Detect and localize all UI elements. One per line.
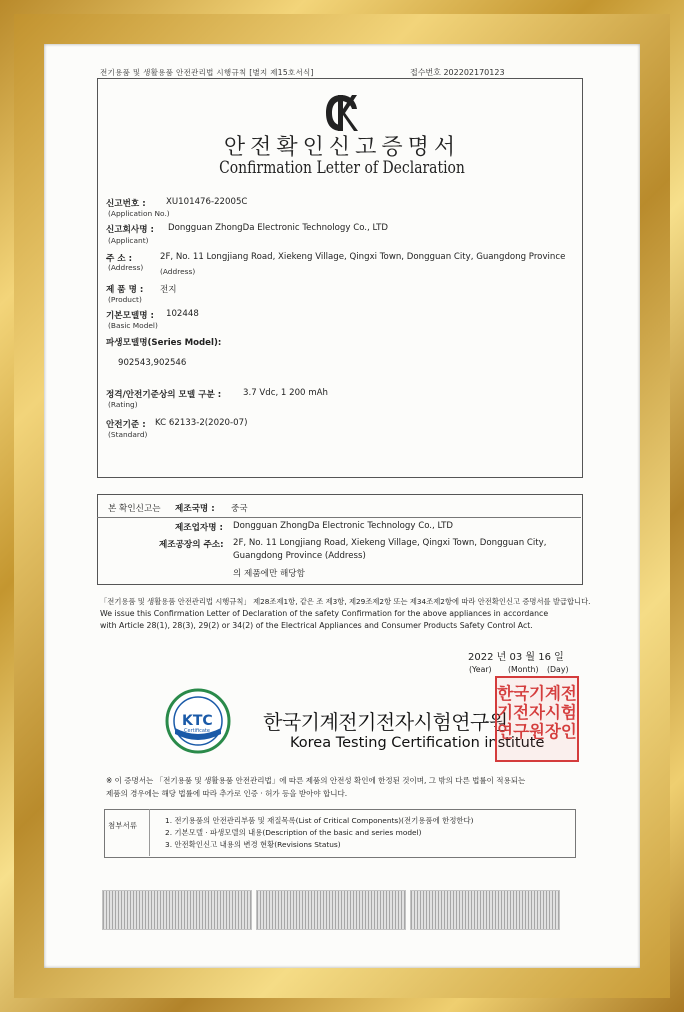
application-en: (Application No.) [108, 209, 170, 218]
attachment-item: 3. 안전확인신고 내용의 변경 현황(Revisions Status) [165, 840, 341, 849]
title-korean: 안전확인신고증명서 [223, 135, 461, 160]
declaration-english-1: We issue this Confirmation Letter of Declaration of the safety Confirmation for the above appliances in accordance [100, 609, 549, 618]
seal-line: 연구원장인 [497, 722, 577, 741]
maker-value: Dongguan ZhongDa Electronic Technology Co., LTD [233, 521, 453, 531]
declaration-korean: 「전기용품 및 생활용품 안전관리법 시행규칙」 제28조제1항, 같은 조 제3항, 제29조제2항 또는 제34조제2항에 따라 안전확인신고 증명서를 발급합니다. [100, 597, 591, 606]
attachments-divider [149, 809, 150, 856]
address-en-2: (Address) [160, 267, 196, 276]
ktc-logo-subtext: Certificate [184, 728, 210, 734]
seal-line: 한국기계전 [497, 684, 577, 703]
receipt-number: 접수번호 202202170123 [410, 68, 505, 77]
factory-line-2: Guangdong Province (Address) [233, 551, 366, 561]
org-name-english: Korea Testing Certification institute [290, 735, 545, 751]
maker-label: 제조업자명 : [175, 523, 223, 533]
ktc-logo-text: KTC [182, 713, 213, 729]
manufacture-divider [97, 517, 581, 518]
basic-model-en: (Basic Model) [108, 321, 158, 330]
standard-label: 안전기준 : [106, 420, 146, 430]
basic-model-label: 기본모델명 : [106, 311, 154, 321]
declaration-english-2: with Article 28(1), 28(3), 29(2) or 34(2) of the Electrical Appliances and Consumer Products Safety Control Act. [100, 621, 533, 630]
manufacture-intro: 본 확인신고는 [108, 504, 161, 514]
attachment-item: 2. 기본모델 · 파생모델의 내용(Description of the basic and series model) [165, 828, 422, 837]
org-name-korean: 한국기계전기전자시험연구원 [263, 710, 508, 734]
title-english: Confirmation Letter of Declaration [219, 158, 465, 178]
factory-label: 제조공장의 주소: [159, 540, 224, 550]
date-day-label: (Day) [547, 665, 569, 674]
address-en: (Address) [108, 263, 144, 272]
applicant-label: 신고회사명 : [106, 225, 154, 235]
security-pattern-left [102, 890, 252, 930]
basic-model-value: 102448 [166, 309, 199, 319]
rating-label: 정격/안전기준상의 모델 구분 : [106, 390, 222, 400]
manufacture-closing: 의 제품에만 해당함 [233, 569, 305, 579]
country-value: 중국 [231, 504, 248, 514]
rating-en: (Rating) [108, 400, 138, 409]
attachments-label: 첨부서류 [108, 821, 137, 830]
official-seal [495, 676, 579, 762]
product-en: (Product) [108, 295, 142, 304]
note-line-1: ※ 이 증명서는 「전기용품 및 생활용품 안전관리법」에 따른 제품의 안전성 확인에 한정된 것이며, 그 밖의 다른 법률이 적용되는 [106, 776, 526, 785]
security-pattern-middle [256, 890, 406, 930]
applicant-name: Dongguan ZhongDa Electronic Technology Co., LTD [168, 223, 388, 233]
application-number: XU101476-22005C [166, 197, 248, 207]
kc-mark-icon [324, 93, 358, 133]
address-label: 주 소 : [106, 254, 133, 264]
standard-en: (Standard) [108, 430, 148, 439]
application-label: 신고번호 : [106, 199, 146, 209]
product-label: 제 품 명 : [106, 285, 144, 295]
series-model-value: 902543,902546 [118, 358, 187, 368]
applicant-en: (Applicant) [108, 236, 149, 245]
issue-date: 2022 년 03 월 16 일 [468, 652, 564, 663]
product-value: 전지 [160, 285, 177, 295]
standard-value: KC 62133-2(2020-07) [155, 418, 248, 428]
country-label: 제조국명 : [175, 504, 215, 514]
security-pattern-right [410, 890, 560, 930]
note-line-2: 제품의 경우에는 해당 법률에 따라 추가로 인증 · 허가 등을 받아야 합니다. [106, 789, 348, 798]
seal-line: 기전자시험 [497, 703, 577, 722]
series-model-label: 파생모델명(Series Model): [106, 338, 222, 348]
form-reference: 전기용품 및 생활용품 안전관리법 시행규칙 [별지 제15호서식] [100, 68, 314, 77]
attachment-item: 1. 전기용품의 안전관리부품 및 재질목록(List of Critical Components)(전기용품에 한정한다) [165, 816, 474, 825]
rating-value: 3.7 Vdc, 1 200 mAh [243, 388, 328, 398]
date-year-label: (Year) [469, 665, 492, 674]
date-month-label: (Month) [508, 665, 539, 674]
address-value: 2F, No. 11 Longjiang Road, Xiekeng Village, Qingxi Town, Dongguan City, Guangdong Province [160, 252, 566, 262]
factory-line-1: 2F, No. 11 Longjiang Road, Xiekeng Village, Qingxi Town, Dongguan City, [233, 538, 547, 548]
